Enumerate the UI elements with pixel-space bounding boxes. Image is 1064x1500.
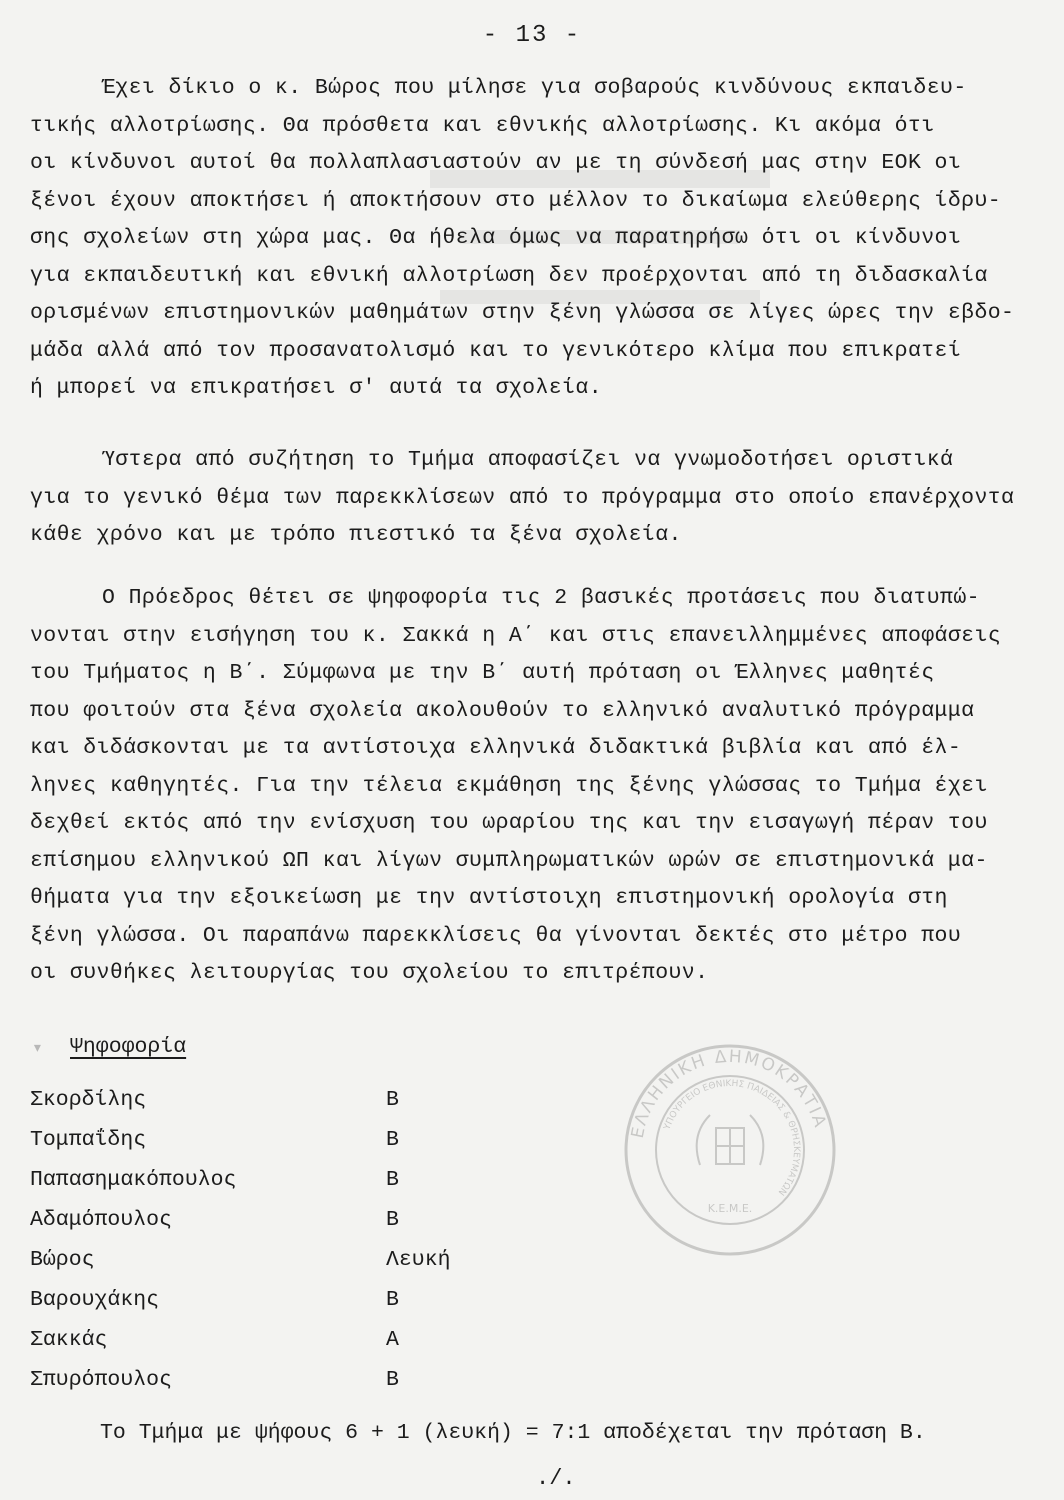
vote-row (30, 1322, 630, 1362)
voter-choice: Β (386, 1128, 399, 1152)
voter-choice: Α (386, 1328, 399, 1352)
voter-choice: Β (386, 1208, 399, 1232)
voter-choice: Β (386, 1088, 399, 1112)
voter-name: Παπασημακόπουλος (30, 1168, 237, 1192)
voter-name: Βώρος (30, 1248, 95, 1272)
vote-row (30, 1282, 630, 1322)
paragraph-line: οι κίνδυνοι αυτοί θα πολλαπλασιαστούν αν με τη σύνδεσή μας στην ΕΟΚ οι (30, 151, 962, 175)
paragraph-3 (30, 580, 1050, 993)
voter-choice: Β (386, 1288, 399, 1312)
paragraph-line: επίσημου ελληνικού ΩΠ και λίγων συμπληρωματικών ωρών σε επιστημονικά μα- (30, 848, 988, 873)
voter-name: Σακκάς (30, 1328, 108, 1352)
page-number: - 13 - (482, 22, 582, 49)
voter-choice: Β (386, 1168, 399, 1192)
vote-row (30, 1082, 630, 1122)
official-stamp-seal (620, 1040, 840, 1260)
paragraph-line: Ο Πρόεδρος θέτει σε ψηφοφορία τις 2 βασικές προτάσεις που διατυπώ- (102, 586, 980, 610)
voter-name: Σπυρόπουλος (30, 1368, 172, 1392)
voter-name: Τομπαΐδης (30, 1128, 147, 1152)
vote-row (30, 1122, 630, 1162)
paragraph-line: οι συνθήκες λειτουργίας του σχολείου το επιτρέπουν. (30, 961, 709, 985)
vote-row (30, 1362, 630, 1402)
voter-choice: Λευκή (386, 1248, 451, 1272)
paragraph-line: κάθε χρόνο και με τρόπο πιεστικό τα ξένα σχολεία. (30, 523, 682, 547)
voter-name: Σκορδίλης (30, 1088, 147, 1112)
vote-result: Το Τμήμα με ψήφους 6 + 1 (λευκή) = 7:1 αποδέχεται την πρόταση Β. (100, 1421, 926, 1445)
paragraph-line: του Τμήματος η Β΄. Σύμφωνα με την Β΄ αυτή πρόταση οι Έλληνες μαθητές (30, 661, 935, 685)
vote-heading: Ψηφοφορία (70, 1035, 187, 1059)
margin-mark-icon: ▾ (32, 1039, 43, 1059)
paragraph-2 (30, 442, 1050, 555)
vote-row (30, 1202, 630, 1242)
paragraph-line: σης σχολείων στη χώρα μας. Θα ήθελα όμως να παρατηρήσω ότι οι κίνδυνοι (30, 226, 962, 250)
paragraph-line: για το γενικό θέμα των παρεκκλίσεων από το πρόγραμμα στο οποίο επανέρχοντα (30, 485, 1015, 510)
voter-name: Αδαμόπουλος (30, 1208, 172, 1232)
voter-name: Βαρουχάκης (30, 1288, 160, 1312)
paragraph-line: δεχθεί εκτός από την ενίσχυση του ωραρίου της και την εισαγωγή πέραν του (30, 811, 988, 835)
paragraph-line: που φοιτούν στα ξένα σχολεία ακολουθούν το ελληνικό αναλυτικό πρόγραμμα (30, 698, 975, 723)
paragraph-line: Ύστερα από συζήτηση το Τμήμα αποφασίζει να γνωμοδοτήσει οριστικά (102, 448, 954, 472)
paragraph-line: ορισμένων επιστημονικών μαθημάτων στην ξένη γλώσσα σε λίγες ώρες την εβδο- (30, 301, 1015, 325)
vote-row (30, 1242, 630, 1282)
vote-row (30, 1162, 630, 1202)
paragraph-line: και διδάσκονται με τα αντίστοιχα ελληνικά διδακτικά βιβλία και από έλ- (30, 736, 962, 760)
paragraph-line: ή μπορεί να επικρατήσει σ' αυτά τα σχολεία. (30, 376, 602, 400)
voter-choice: Β (386, 1368, 399, 1392)
stamp-bottom-text: Κ.Ε.Μ.Ε. (707, 1202, 753, 1215)
paragraph-line: τικής αλλοτρίωσης. Θα πρόσθετα και εθνικής αλλοτρίωσης. Κι ακόμα ότι (30, 113, 935, 138)
paragraph-line: για εκπαιδευτική και εθνική αλλοτρίωση δεν προέρχονται από τη διδασκαλία (30, 263, 988, 288)
paragraph-line: ξένοι έχουν αποκτήσει ή αποκτήσουν στο μέλλον το δικαίωμα ελεύθερης ίδρυ- (30, 188, 1002, 213)
stamp-outer-text: ΕΛΛΗΝΙΚΗ ΔΗΜΟΚΡΑΤΙΑ (627, 1046, 831, 1140)
paragraph-line: θήματα για την εξοικείωση με την αντίστοιχη επιστημονική ορολογία στη (30, 886, 948, 910)
paragraph-line: ξένη γλώσσα. Οι παραπάνω παρεκκλίσεις θα γίνονται δεκτές στο μέτρο που (30, 923, 962, 948)
paragraph-line: Έχει δίκιο ο κ. Βώρος που μίλησε για σοβαρούς κινδύνους εκπαιδευ- (102, 76, 967, 100)
paragraph-1 (30, 70, 1050, 408)
paragraph-line: μάδα αλλά από τον προσανατολισμό και το γενικότερο κλίμα που επικρατεί (30, 338, 962, 363)
end-mark: ./. (536, 1466, 576, 1491)
vote-table (30, 1082, 630, 1402)
paragraph-line: νονται στην εισήγηση του κ. Σακκά η Α΄ και στις επανειλλημμένες αποφάσεις (30, 623, 1002, 648)
stamp-inner-text: ΥΠΟΥΡΓΕΙΟ ΕΘΝΙΚΗΣ ΠΑΙΔΕΙΑΣ & ΘΡΗΣΚΕΥΜΑΤΩΝ (662, 1078, 802, 1197)
paragraph-line: ληνες καθηγητές. Για την τέλεια εκμάθηση της ξένης γλώσσας το Τμήμα έχει (30, 773, 988, 798)
